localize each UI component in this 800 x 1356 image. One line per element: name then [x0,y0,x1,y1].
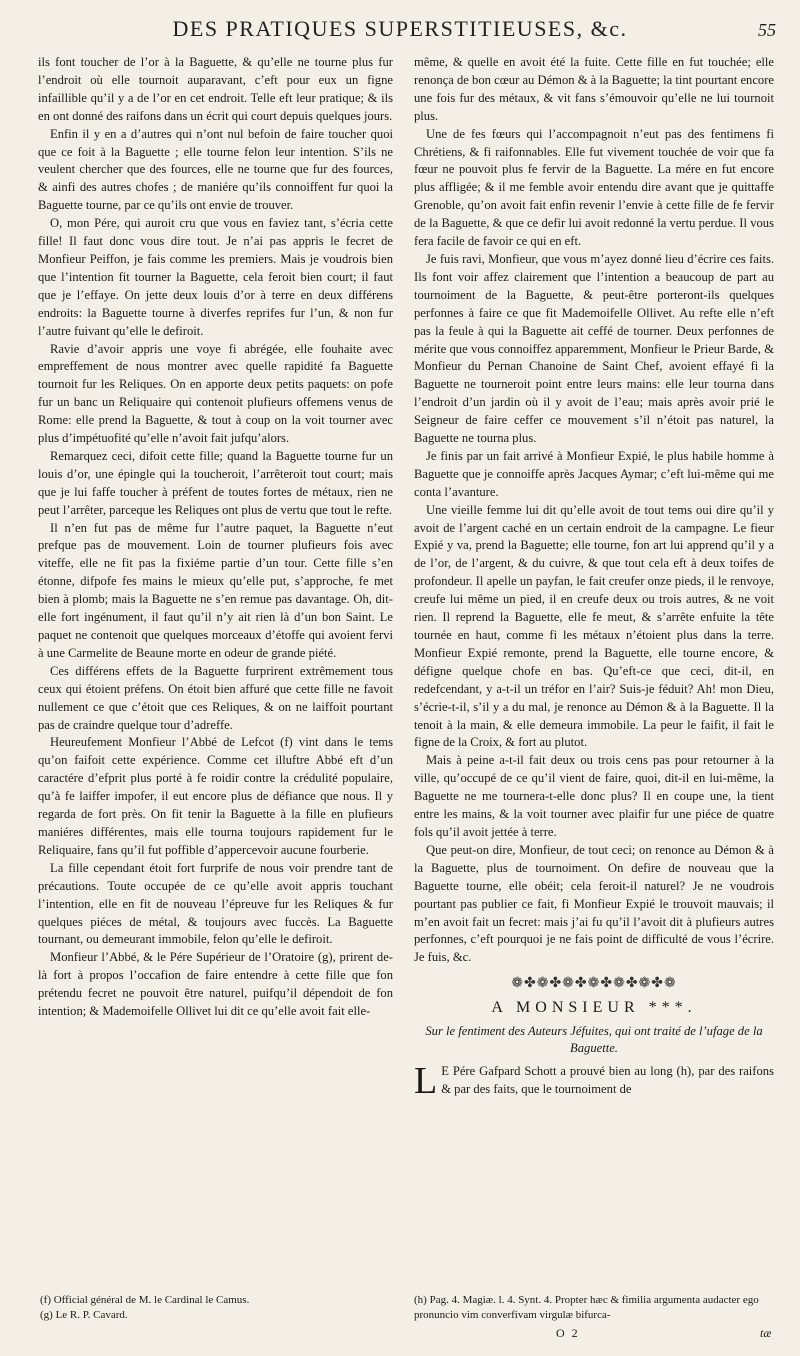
paragraph: même, & quelle en avoit été la fuite. Cette fille en fut touchée; elle renonça de bon cœur au Démon & à la Baguette; la tint pourtant encore une fois fur des métaux, & vit fans s’émouvoir qu’elle ne lui tournoit plus. [414,55,774,123]
paragraph: Je finis par un fait arrivé à Monfieur Expié, le plus habile homme à Baguette que je connoiffe après Jacques Aymar; c’eft lui-même qui me conta l’avanture. [414,448,774,499]
page-number: 55 [758,20,776,40]
paragraph: Il n’en fut pas de même fur l’autre paquet, la Baguette n’eut prefque pas de mouvement. Loin de tourner plufieurs fois avec viteffe, elle ne fit pas la fixiéme partie d’un tour. Cette fille s’en étonne, difpofe fes mains le mieux qu’elle put, s’approche, fe met bien à plomb; mais la Baguette ne s’en remue pas davantage. Oh, dit-elle fort ingénument, il faut qu’il n’y ait rien là d’un bon Saint. Le paquet ne contenoit que quelques morceaux d’étoffe qui avoient fervi à une Carmelite de Beaune morte en odeur de grande piété. [38,520,393,660]
paragraph: ils font toucher de l’or à la Baguette, & qu’elle ne tourne plus fur l’endroit où elle tournoit auparavant, c’eft pour eux un figne infaillible qu’il y a de l’or en cet endroit. Telle eft leur pratique; & ils en ont donné des raifons dans un écrit qui court depuis quelques jours. [38,55,393,123]
signature-mark: O 2 [556,1326,580,1340]
drop-cap: L [414,1060,438,1103]
footnote: (f) Official général de M. le Cardinal le Camus. [40,1294,250,1306]
paragraph: Ces différens effets de la Baguette furprirent extrêmement tous ceux qui étoient préfens. On étoit bien affuré que cette fille ne favoit nullement ce que c’étoit que ces Reliques, & on ne laiffoit pourtant pas de craindre quelque tour d’adreffe. [38,663,393,732]
paragraph: O, mon Pére, qui auroit cru que vous en faviez tant, s’écria cette fille! Il faut donc vous dire tout. Je n’ai pas appris le fecret de Monfieur Peiffon, je fais comme les premiers. Mais je voudrois bien que l’intention fit tourner la Baguette, cela feroit bien court; il faut que je l’effaye. On jette deux louis d’or à terre en deux différens endroits: la Baguette tourne à diverfes reprifes fur l’un, & non fur l’autre fuivant qu’elle le defiroit. [38,216,393,338]
paragraph: Remarquez ceci, difoit cette fille; quand la Baguette tourne fur un louis d’or, une épingle qui la toucheroit, l’arrêteroit tout court; mais que je lui faffe toucher à préfent de toutes fortes de métaux, rien ne peut l’arrêter, parceque les Reliques ont plus de vertu que tout le refte. [38,448,393,517]
paragraph: Une de fes fœurs qui l’accompagnoit n’eut pas des fentimens fi Chrétiens, & fi raifonnables. Elle fut vivement touchée de voir que fa fœur ne pouvoit plus fe fervir de la Baguette. La mére en fut encore plus affligée; & il me femble avoir entendu dire avant que je quittaffe Grenoble, qu’on avoit fait enfin revenir l’envie à cette fille de fe fervir de la Baguette, & que ce defir lui avoit redonné la vertu perdue. Il vous fera facile de favoir ce qui en eft. [414,126,774,249]
footnote: (g) Le R. P. Cavard. [40,1308,128,1321]
left-footnotes [40,1293,395,1322]
paragraph: Ravie d’avoir appris une voye fi abrégée, elle fouhaite avec empreffement de nous montrer avec quelle rapidité fa Baguette tournoit fur les Reliques. On en apporte deux petits paquets: on pofe fur un banc un Reliquaire qui contenoit plufieurs offemens venus de Rome: elle prend la Baguette, & tout à coup on la voit tourner avec plus d’impétuofité qu’elle n’avoit fait jufqu’alors. [38,341,393,446]
paragraph: Que peut-on dire, Monfieur, de tout ceci; on renonce au Démon & à la Baguette, plus de tournoiment. On defire de nouveau que la Baguette tourne, elle obéit; cela feroit-il naturel? Je ne voudrois pourtant pas publier ce fait, fi Monfieur Expié le trouvoit mauvais; il m’en avoit fait un fecret: mais j’ai fu qu’il l’avoit dit à plufieurs autres perfonnes, c’eft pourquoi je ne fais point de difficulté de vous l’écrire. Je fuis, &c. [414,842,774,965]
left-column [38,54,393,1290]
paragraph: Monfieur l’Abbé, & le Pére Supérieur de l’Oratoire (g), prirent de-là fort à propos l’occafion de faire entendre à cette fille que fon prétendu fecret ne pouvoit être naturel, puifqu’il dépendoit de fon intention; & Mademoifelle Ollivet lui dit ce qu’elle avoit fait elle- [38,950,393,1019]
ornament-divider: ❁✤❁✤❁✤❁✤❁✤❁✤❁ [511,976,677,992]
running-head [0,16,800,42]
running-title: DES PRATIQUES SUPERSTITIEUSES, &c. [172,16,628,41]
paragraph: Une vieille femme lui dit qu’elle avoit de tout tems oui dire qu’il y avoit de l’argent caché en un certain endroit de la campagne. Le fieur Expié y va, prend la Baguette; elle tourne, fon art lui apprend qu’il y a de l’or, de l’argent, & du cuivre, & que tout cela eft à deux toifes de profondeur. Il apelle un payfan, le fait creufer onze pieds, il le renvoye, creufe lui même un pied, il en creufe deux ou trois autres, & ne voit rien. Il reprend la Baguette, elle fe meut, & s’arrête enfuite la tête tournée en haut, comme fi les métaux n’étoient plus dans la terre. Monfieur Expié remonte, prend la Baguette, elle tourne encore, & défigne quelque chofe en bas. Qu’eft-ce que ceci, dit-il, en redefcendant, y a-t-il un tréfor en l’air? Suis-je féduit? Ah! mon Dieu, s’écrie-t-il, s’il y a du mal, je renonce au Démon & à la Baguette. Il la tenoit à la main, & elle demeura immobile. La peur le faifit, il fait le figne de la Croix, & fort au plutot. [414,502,774,750]
opening-paragraph [414,1060,774,1103]
opening-text: E Pére Gafpard Schott a prouvé bien au long (h), par des raifons & par des faits, que le tournoiment de [441,1064,774,1096]
catchword: tæ [760,1326,772,1340]
paragraph: Heureufement Monfieur l’Abbé de Lefcot (f) vint dans le tems qu’on faifoit cette expérience. Comme cet illuftre Abbé eft d’un caractére d’efprit plus porté à fe roidir contre la crédulité populaire, qu’à fe laiffer impofer, il eut encore plus de défiance que nous. Il y regarda de fort près. On fit tenir la Baguette à la fille en plufieurs maniéres différentes, mais elle tourna toujours rapidement fur le Reliquaire, fans qu’il fut poffible d’appercevoir aucune fourberie. [38,735,393,857]
letter-heading: A MONSIEUR ***. [491,999,697,1017]
right-column [414,54,774,1290]
footnote: (h) Pag. 4. Magiæ. l. 4. Synt. 4. Propter hæc & fimilia argumenta audacter ego pronuncio vim converfivam virgulæ bifurca- [414,1294,759,1321]
paragraph: Je fuis ravi, Monfieur, que vous m’ayez donné lieu d’écrire ces faits. Ils font voir affez clairement que l’intention a beaucoup de part au tournoiment de la Baguette, & peut-être porteront-ils quelques perfonnes à faire ce que fit Mademoifelle Ollivet. Au refte elle n’eft pas la feule à qui la Baguette ait ceffé de tourner. Deux perfonnes de mérite que vous connoiffez apparemment, Monfieur le Prieur Barde, & Monfieur du Pernan Chanoine de Saint Chef, avoient effayé fi la Baguette ne tourneroit point entre leurs mains: elle leur tourna dans l’endroit d’un jardin où il y avoit de l’eau; mais après avoir prié le Seigneur de faire ceffer ce mouvement s’il n’étoit pas naturel, la Baguette ne tourna plus. [414,251,774,446]
letter-subheading: Sur le fentiment des Auteurs Jéfuites, qui ont traité de l’ufage de la Baguette. [425,1024,763,1056]
paragraph: La fille cependant étoit fort furprife de nous voir prendre tant de précautions. Toute occupée de ce qu’elle avoit appris touchant l’intention, elle en fit de nouveau l’épreuve fur les Reliques & fur quelques piéces de métal, & toujours avec fuccès. La Baguette tournant, ou demeurant immobile, felon qu’elle le defiroit. [38,860,393,947]
right-footnotes [414,1293,774,1322]
paragraph: Mais à peine a-t-il fait deux ou trois cens pas pour retourner à la ville, qu’occupé de ce qu’il vient de faire, quoi, dit-il en lui-même, la Baguette ne me tournera-t-elle donc plus? Il en coupe une, la tient entre les mains, & la voit tourner avec plaifir fur une piéce de quatre fols qu’il avoit jettée à terre. [414,753,774,839]
paragraph: Enfin il y en a d’autres qui n’ont nul befoin de faire toucher quoi que ce foit à la Baguette ; elle tourne felon leur intention. S’ils ne veulent chercher que des fources, elle ne tourne que fur des fources, & ainfi des autres chofes ; de maniére qu’ils connoiffent fur quoi la Baguette tourne, par ce qu’ils ont envie de trouver. [38,126,393,213]
